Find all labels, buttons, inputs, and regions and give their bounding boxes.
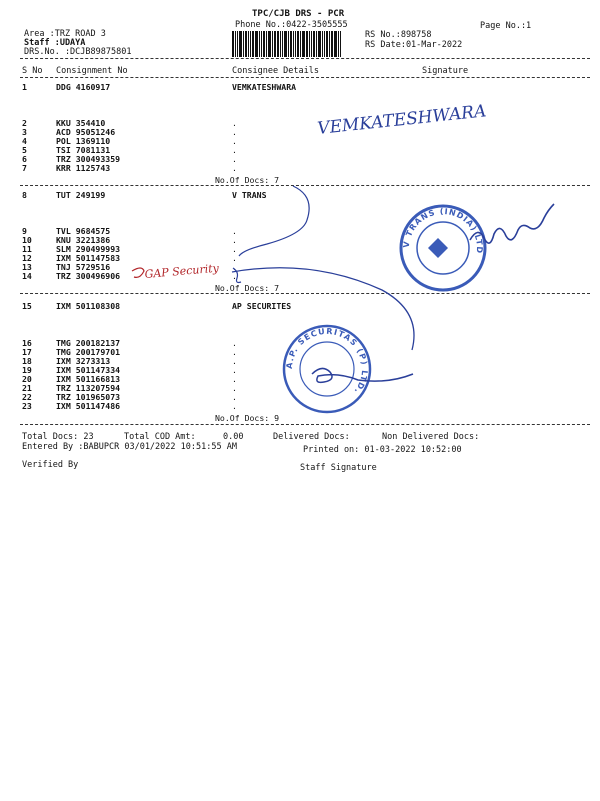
page-number: Page No.:1 bbox=[480, 21, 532, 31]
row-consignee: V TRANS bbox=[232, 190, 267, 200]
row-sno: 5 bbox=[22, 145, 27, 155]
row-consignment: TSI 7081131 bbox=[56, 145, 111, 155]
row-consignment: TMG 200179701 bbox=[56, 347, 121, 357]
row-sno: 21 bbox=[22, 383, 32, 393]
pen-stroke bbox=[239, 186, 309, 256]
area-label: Area :TRZ ROAD 3 bbox=[24, 29, 106, 39]
total-cod-label: Total COD Amt: bbox=[124, 432, 196, 442]
col-s-no: S No bbox=[22, 66, 43, 76]
table-row: 7 KRR 1125743 . bbox=[22, 163, 237, 173]
total-cod-value: 0.00 bbox=[223, 432, 244, 442]
row-consignment: IXM 501147334 bbox=[56, 365, 121, 375]
rs-date: RS Date:01-Mar-2022 bbox=[365, 40, 463, 50]
table-row: 3 ACD 95051246 . bbox=[22, 127, 237, 137]
printed-on: Printed on: 01-03-2022 10:52:00 bbox=[303, 445, 462, 455]
row-sno: 9 bbox=[22, 226, 27, 236]
row-sno: 4 bbox=[22, 136, 27, 146]
table-row: 9 TVL 9684575 . bbox=[22, 226, 237, 236]
row-sno: 22 bbox=[22, 392, 32, 402]
rs-number: RS No.:898758 bbox=[365, 30, 432, 40]
row-sno: 10 bbox=[22, 235, 32, 245]
stamp-vtrans bbox=[401, 206, 485, 290]
table-row: 14 TRZ 300496906 . bbox=[22, 271, 237, 281]
non-delivered-docs: Non Delivered Docs: bbox=[382, 432, 480, 442]
row-sno: 12 bbox=[22, 253, 32, 263]
pen-stroke bbox=[132, 268, 144, 277]
row-sno: 20 bbox=[22, 374, 32, 384]
table-row: 5 TSI 7081131 . bbox=[22, 145, 237, 155]
row-consignment: SLM 290499993 bbox=[56, 244, 121, 254]
row-consignment: IXM 501108308 bbox=[56, 301, 121, 311]
row-consignment: TRZ 300496906 bbox=[56, 271, 121, 281]
row-sno: 17 bbox=[22, 347, 32, 357]
staff-signature-label: Staff Signature bbox=[300, 463, 377, 473]
row-sno: 15 bbox=[22, 301, 32, 311]
row-sno: 8 bbox=[22, 190, 27, 200]
entered-by: Entered By :BABUPCR 03/01/2022 10:51:55 AM bbox=[22, 442, 237, 452]
phone-number: Phone No.:0422-3505555 bbox=[235, 20, 348, 30]
no-of-docs: No.Of Docs: 7 bbox=[215, 175, 280, 185]
verified-by: Verified By bbox=[22, 460, 79, 470]
row-consignment: TVL 9684575 bbox=[56, 226, 111, 236]
table-row: 2 KKU 354410 . bbox=[22, 118, 237, 128]
row-consignment: IXM 3273313 bbox=[56, 356, 111, 366]
row-consignment: POL 1369110 bbox=[56, 136, 111, 146]
row-sno: 11 bbox=[22, 244, 32, 254]
row-consignment: TMG 200182137 bbox=[56, 338, 121, 348]
document-title: TPC/CJB DRS - PCR bbox=[252, 9, 345, 19]
table-row: 23 IXM 501147486 . bbox=[22, 401, 237, 411]
row-consignment: DDG 4160917 bbox=[56, 82, 111, 92]
no-of-docs: No.Of Docs: 9 bbox=[215, 413, 280, 423]
row-consignment: TRZ 101965073 bbox=[56, 392, 121, 402]
pen-stroke bbox=[232, 268, 414, 350]
row-consignee: AP SECURITES bbox=[232, 301, 292, 311]
row-sno: 6 bbox=[22, 154, 27, 164]
row-sno: 19 bbox=[22, 365, 32, 375]
row-consignment: IXM 501147583 bbox=[56, 253, 121, 263]
row-sno: 14 bbox=[22, 271, 32, 281]
table-row: 18 IXM 3273313 . bbox=[22, 356, 237, 366]
row-sno: 1 bbox=[22, 82, 27, 92]
row-sno: 16 bbox=[22, 338, 32, 348]
col-signature: Signature bbox=[422, 66, 469, 76]
row-consignment: KKU 354410 bbox=[56, 118, 106, 128]
row-consignee: VEMKATESHWARA bbox=[232, 82, 297, 92]
col-consignment: Consignment No bbox=[56, 66, 128, 76]
table-row: 10 KNU 3221386 . bbox=[22, 235, 237, 245]
row-consignment: TNJ 5729516 bbox=[56, 262, 111, 272]
table-row: 12 IXM 501147583 . bbox=[22, 253, 237, 263]
row-consignment: IXM 501166813 bbox=[56, 374, 121, 384]
no-of-docs: No.Of Docs: 7 bbox=[215, 283, 280, 293]
total-docs: Total Docs: 23 bbox=[22, 432, 94, 442]
table-row: 11 SLM 290499993 . bbox=[22, 244, 237, 254]
row-consignment: TUT 249199 bbox=[56, 190, 106, 200]
table-row: 21 TRZ 113207594 . bbox=[22, 383, 237, 393]
col-consignee: Consignee Details bbox=[232, 66, 319, 76]
table-row: 22 TRZ 101965073 . bbox=[22, 392, 237, 402]
delivered-docs: Delivered Docs: bbox=[273, 432, 350, 442]
handwritten-note: VEMKATESHWARA bbox=[316, 101, 488, 139]
table-row: 20 IXM 501166813 . bbox=[22, 374, 237, 384]
row-consignment: TRZ 300493359 bbox=[56, 154, 121, 164]
stamp-ap-text: A.P. SECURITAS (P) LTD. bbox=[284, 326, 370, 397]
table-row: 19 IXM 501147334 . bbox=[22, 365, 237, 375]
staff-label: Staff :UDAYA bbox=[24, 38, 86, 48]
row-sno: 13 bbox=[22, 262, 32, 272]
handwritten-red-note: GAP Security bbox=[144, 261, 220, 281]
table-row: 6 TRZ 300493359 . bbox=[22, 154, 237, 164]
row-consignment: IXM 501147486 bbox=[56, 401, 121, 411]
row-consignment: KNU 3221386 bbox=[56, 235, 111, 245]
row-sno: 3 bbox=[22, 127, 27, 137]
table-row: 17 TMG 200179701 . bbox=[22, 347, 237, 357]
table-row: 16 TMG 200182137 . bbox=[22, 338, 237, 348]
row-sno: 23 bbox=[22, 401, 32, 411]
row-sno: 18 bbox=[22, 356, 32, 366]
stamp-vtrans-text: V TRANS (INDIA) LTD bbox=[401, 206, 485, 255]
table-row: 13 TNJ 5729516 . bbox=[22, 262, 237, 272]
row-consignment: TRZ 113207594 bbox=[56, 383, 121, 393]
drs-number: DRS.No. :DCJB89875801 bbox=[24, 47, 132, 57]
row-consignment: ACD 95051246 bbox=[56, 127, 116, 137]
row-sno: 2 bbox=[22, 118, 27, 128]
row-consignment: KRR 1125743 bbox=[56, 163, 111, 173]
row-sno: 7 bbox=[22, 163, 27, 173]
table-row: 4 POL 1369110 . bbox=[22, 136, 237, 146]
